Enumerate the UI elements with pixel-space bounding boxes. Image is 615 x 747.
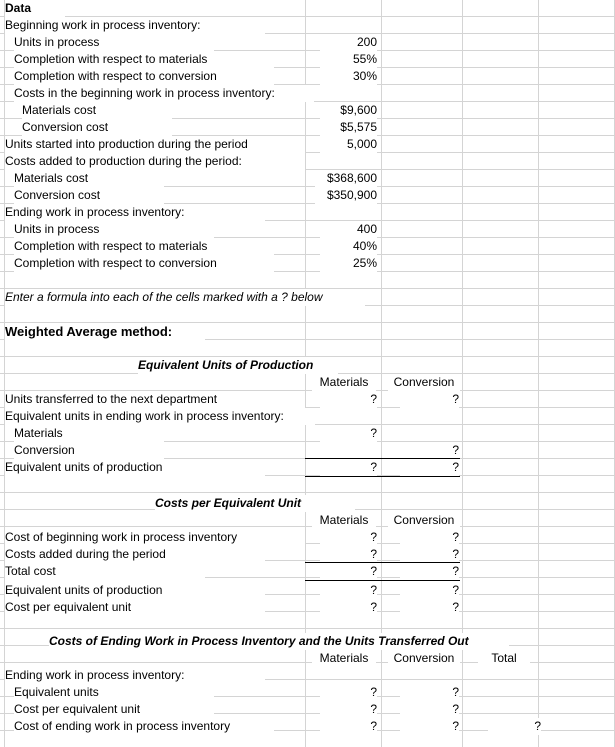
ending-units-label[interactable]: Units in process xyxy=(14,221,214,238)
eup-transferred-conversion[interactable]: ? xyxy=(400,391,459,408)
eup-transferred-label[interactable]: Units transferred to the next department xyxy=(5,391,305,408)
ending-completion-conversion-value[interactable]: 25% xyxy=(320,255,377,272)
cpeu-col-materials[interactable]: Materials xyxy=(312,512,376,529)
added-materials-label[interactable]: Materials cost xyxy=(14,170,164,187)
cpeu-added-materials[interactable]: ? xyxy=(320,546,377,563)
cpeu-total-conversion[interactable]: ? xyxy=(400,563,459,580)
costs-added-label[interactable]: Costs added to production during the period: xyxy=(5,153,305,170)
ending-section-label[interactable]: Ending work in process inventory: xyxy=(5,667,265,684)
units-started-value[interactable]: 5,000 xyxy=(320,136,377,153)
completion-materials-label[interactable]: Completion with respect to materials xyxy=(14,51,274,68)
cpeu-total-cost-label[interactable]: Total cost xyxy=(5,563,205,580)
units-in-process-label[interactable]: Units in process xyxy=(14,34,214,51)
method-title[interactable]: Weighted Average method: xyxy=(5,323,205,340)
cpeu-beginning-conversion[interactable]: ? xyxy=(400,529,459,546)
cpeu-col-conversion[interactable]: Conversion xyxy=(388,512,460,529)
gridline-col xyxy=(4,0,5,747)
ending-eu-conversion[interactable]: ? xyxy=(400,684,459,701)
cpeu-added-label[interactable]: Costs added during the period xyxy=(5,546,265,563)
ending-eu-label[interactable]: Equivalent units xyxy=(14,684,214,701)
ending-units-value[interactable]: 400 xyxy=(320,221,377,238)
ending-completion-conversion-label[interactable]: Completion with respect to conversion xyxy=(14,255,274,272)
conversion-cost-value[interactable]: $5,575 xyxy=(320,119,377,136)
units-in-process-value[interactable]: 200 xyxy=(320,34,377,51)
eup-title[interactable]: Equivalent Units of Production xyxy=(138,357,338,374)
eup-col-materials[interactable]: Materials xyxy=(312,374,376,391)
ending-col-materials[interactable]: Materials xyxy=(312,650,376,667)
cpeu-total-border-bottom xyxy=(305,580,460,581)
ending-completion-materials-value[interactable]: 40% xyxy=(320,238,377,255)
cpeu-title[interactable]: Costs per Equivalent Unit xyxy=(155,495,355,512)
ending-col-total[interactable]: Total xyxy=(478,650,530,667)
ending-cost-materials[interactable]: ? xyxy=(320,718,377,735)
ending-wip-label[interactable]: Ending work in process inventory: xyxy=(5,204,265,221)
ending-cpu-materials[interactable]: ? xyxy=(320,701,377,718)
ending-cost-label[interactable]: Cost of ending work in process inventory xyxy=(14,718,274,735)
units-started-label[interactable]: Units started into production during the period xyxy=(5,136,305,153)
ending-cost-conversion[interactable]: ? xyxy=(400,718,459,735)
cpeu-total-border xyxy=(305,562,460,563)
cpeu-cost-per-conversion[interactable]: ? xyxy=(400,599,459,616)
gridline-row xyxy=(0,492,615,493)
materials-cost-value[interactable]: $9,600 xyxy=(320,102,377,119)
cpeu-eu-materials[interactable]: ? xyxy=(320,582,377,599)
eup-total-materials[interactable]: ? xyxy=(320,459,377,476)
ending-cpu-conversion[interactable]: ? xyxy=(400,701,459,718)
added-conversion-value[interactable]: $350,900 xyxy=(315,187,377,204)
completion-conversion-value[interactable]: 30% xyxy=(320,68,377,85)
eup-total-label[interactable]: Equivalent units of production xyxy=(5,459,265,476)
beginning-wip-label[interactable]: Beginning work in process inventory: xyxy=(5,17,265,34)
ending-col-conversion[interactable]: Conversion xyxy=(388,650,460,667)
materials-cost-label[interactable]: Materials cost xyxy=(22,102,172,119)
eup-materials-label[interactable]: Materials xyxy=(14,425,164,442)
eup-total-border-bottom xyxy=(305,476,460,477)
eup-total-conversion[interactable]: ? xyxy=(400,459,459,476)
completion-conversion-label[interactable]: Completion with respect to conversion xyxy=(14,68,274,85)
gridline-row xyxy=(0,628,615,629)
cpeu-beginning-label[interactable]: Cost of beginning work in process inventory xyxy=(5,529,305,546)
cpeu-beginning-materials[interactable]: ? xyxy=(320,529,377,546)
gridline-row xyxy=(0,526,615,527)
cpeu-cost-per-label[interactable]: Cost per equivalent unit xyxy=(5,599,265,616)
added-conversion-label[interactable]: Conversion cost xyxy=(14,187,164,204)
eup-materials-value[interactable]: ? xyxy=(320,425,377,442)
cpeu-cost-per-materials[interactable]: ? xyxy=(320,599,377,616)
eup-total-border xyxy=(305,458,460,459)
ending-completion-materials-label[interactable]: Completion with respect to materials xyxy=(14,238,274,255)
ending-cpu-label[interactable]: Cost per equivalent unit xyxy=(14,701,214,718)
conversion-cost-label[interactable]: Conversion cost xyxy=(22,119,172,136)
cpeu-eu-conversion[interactable]: ? xyxy=(400,582,459,599)
data-title[interactable]: Data xyxy=(5,0,65,17)
cpeu-added-conversion[interactable]: ? xyxy=(400,546,459,563)
eup-conversion-value[interactable]: ? xyxy=(400,442,459,459)
eup-transferred-materials[interactable]: ? xyxy=(320,391,377,408)
cpeu-eu-label[interactable]: Equivalent units of production xyxy=(5,582,265,599)
added-materials-value[interactable]: $368,600 xyxy=(315,170,377,187)
ending-title[interactable]: Costs of Ending Work in Process Inventory and the Units Transferred Out xyxy=(49,633,509,650)
costs-beginning-label[interactable]: Costs in the beginning work in process inventory: xyxy=(14,85,314,102)
gridline-col xyxy=(538,0,539,747)
instruction-text[interactable]: Enter a formula into each of the cells marked with a ? below xyxy=(5,289,365,306)
eup-conversion-label[interactable]: Conversion xyxy=(14,442,164,459)
ending-cost-total[interactable]: ? xyxy=(488,718,541,735)
eup-col-conversion[interactable]: Conversion xyxy=(388,374,460,391)
ending-eu-materials[interactable]: ? xyxy=(320,684,377,701)
completion-materials-value[interactable]: 55% xyxy=(320,51,377,68)
eup-ending-eu-label[interactable]: Equivalent units in ending work in process inventory: xyxy=(5,408,315,425)
cpeu-total-materials[interactable]: ? xyxy=(320,563,377,580)
